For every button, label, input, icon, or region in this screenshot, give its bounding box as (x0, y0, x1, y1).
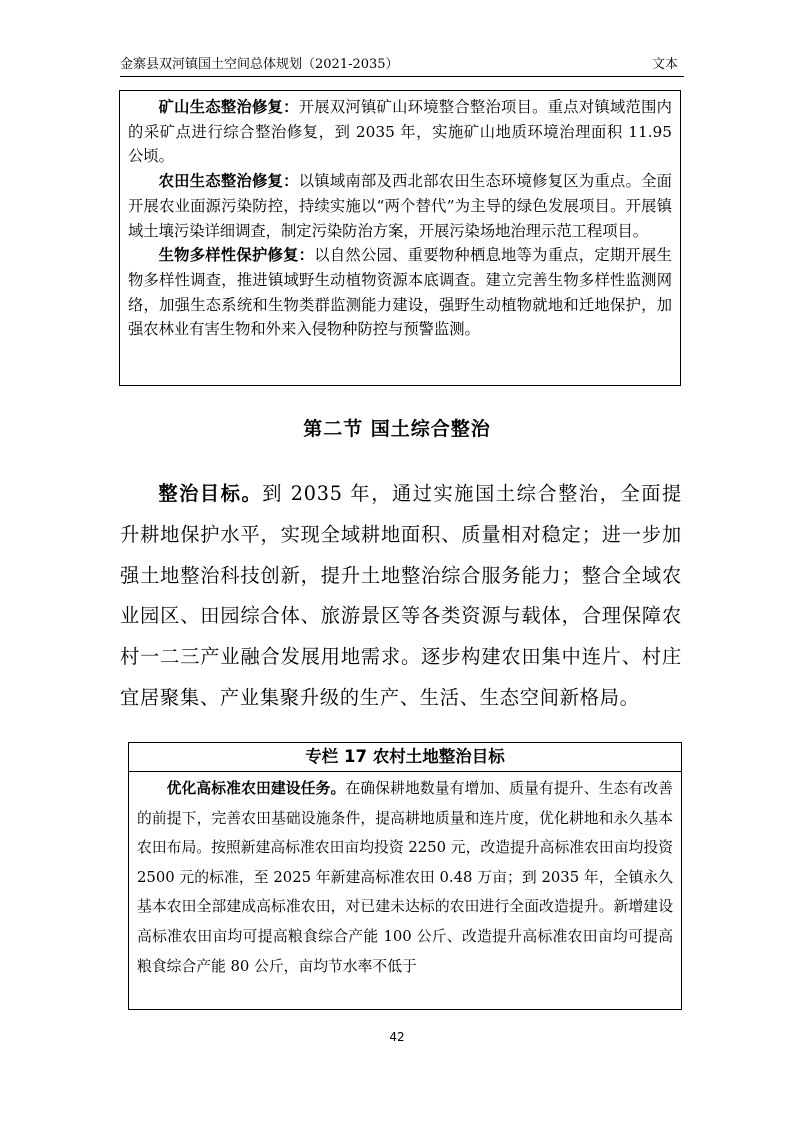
column-box-content (129, 772, 681, 981)
section-title: 第二节 国土综合整治 (303, 418, 491, 440)
box-paragraph-biodiversity-head: 生物多样性保护修复： (158, 246, 315, 265)
box-paragraph-mining-head: 矿山生态整治修复： (158, 98, 299, 116)
header-title: 金寨县双河镇国土空间总体规划（2021-2035） (120, 57, 399, 72)
header-section-label: 文本 (651, 57, 678, 72)
running-header (120, 52, 684, 77)
column-box-paragraph-text: 在确保耕地数量有增加、质量有提升、生态有改善的前提下，完善农田基础设施条件，提高耕地质量和连片度，优化耕地和永久基本农田布局。按照新建高标准农田亩均投资 2250 元，改造提升高标准农田亩均投资 2500 元的标准，至 2025 年新建高标准农田 0.48 万亩；到 2035 年，全镇永久基本农田全部建成高标准农田，对已建未达标的农田进行全面改造提升。新增建设高标准农田亩均可提高粮食综合产能 100 公斤、改造提升高标准农田亩均可提高粮食综合产能 80 公斤，亩均节水率不低于 (137, 780, 673, 975)
page-number: 42 (389, 1030, 405, 1044)
box-paragraph-mining (128, 95, 672, 169)
box-paragraph-farmland-head: 农田生态整治修复： (158, 172, 299, 191)
body-paragraph (120, 474, 682, 719)
column-box-title: 专栏 17 农村土地整治目标 (129, 743, 681, 772)
column-box-17 (128, 742, 682, 1010)
column-box-paragraph (137, 774, 673, 981)
box-paragraph-mining-text: 开展双河镇矿山环境整合整治项目。重点对镇域范围内的采矿点进行综合整治修复，到 2035 年，实施矿山地质环境治理面积 11.95 公顷。 (128, 98, 672, 166)
body-paragraph-head: 整治目标。 (158, 482, 263, 505)
box-paragraph-farmland (128, 169, 672, 243)
box-paragraph-farmland-text: 以镇域南部及西北部农田生态环境修复区为重点。全面开展农业面源污染防控，持续实施以“两个替代”为主导的绿色发展项目。开展镇域土壤污染详细调查，制定污染防治方案，开展污染场地治理示范工程项目。 (128, 172, 672, 240)
body-text (120, 474, 682, 719)
box-paragraph-biodiversity (128, 243, 672, 342)
ecological-restoration-box (119, 90, 681, 386)
column-box-paragraph-head: 优化高标准农田建设任务。 (166, 780, 346, 797)
body-paragraph-text: 到 2035 年，通过实施国土综合整治，全面提升耕地保护水平，实现全域耕地面积、质量相对稳定；进一步加强土地整治科技创新，提升土地整治综合服务能力；整合全域农业园区、田园综合体、旅游景区等各类资源与载体，合理保障农村一二三产业融合发展用地需求。逐步构建农田集中连片、村庄宜居聚集、产业集聚升级的生产、生活、生态空间新格局。 (120, 482, 683, 709)
box-paragraph-biodiversity-text: 以自然公园、重要物种栖息地等为重点，定期开展生物多样性调查，推进镇域野生动植物资源本底调查。建立完善生物多样性监测网络，加强生态系统和生物类群监测能力建设，强野生动植物就地和迁地保护，加强农林业有害生物和外来入侵物种防控与预警监测。 (128, 246, 672, 339)
